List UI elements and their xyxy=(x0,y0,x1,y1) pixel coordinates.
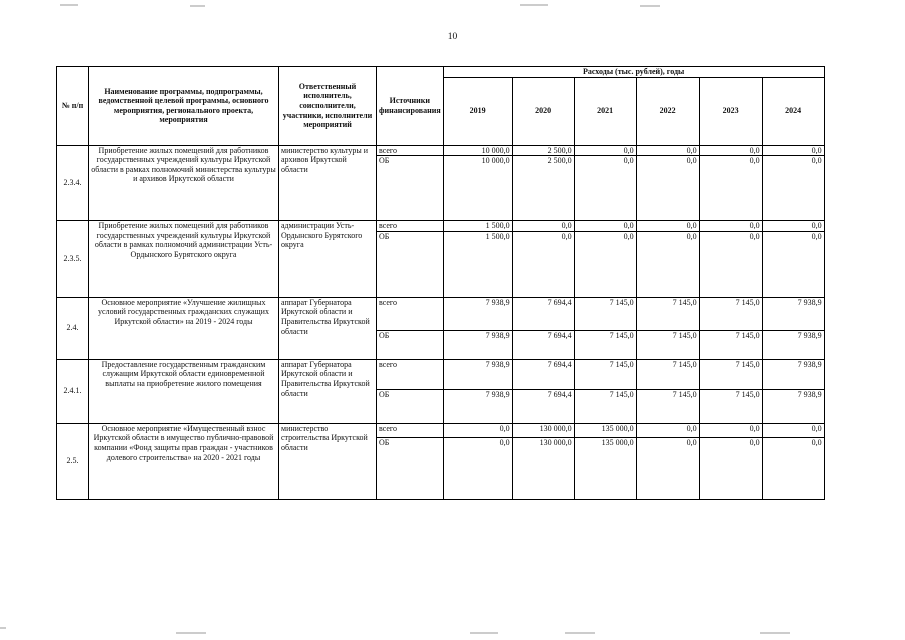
value-cell: 7 694,4 xyxy=(512,330,574,359)
value-cell: 1 500,0 xyxy=(443,221,512,232)
value-cell: 7 938,9 xyxy=(443,389,512,423)
table-row xyxy=(57,221,825,232)
row-number: 2.3.4. xyxy=(57,145,89,221)
row-number: 2.4. xyxy=(57,297,89,359)
value-cell: 7 145,0 xyxy=(699,330,762,359)
source-cell: всего xyxy=(377,297,444,330)
header-year: 2019 xyxy=(443,77,512,145)
value-cell: 0,0 xyxy=(512,221,574,232)
header-year: 2023 xyxy=(699,77,762,145)
value-cell: 135 000,0 xyxy=(574,437,636,499)
header-executor: Ответственный исполнитель, соисполнители, участники, исполнители мероприятий xyxy=(279,67,377,146)
source-cell: всего xyxy=(377,145,444,156)
value-cell: 7 938,9 xyxy=(762,330,824,359)
value-cell: 0,0 xyxy=(699,145,762,156)
value-cell: 0,0 xyxy=(762,145,824,156)
value-cell: 7 938,9 xyxy=(762,297,824,330)
value-cell: 7 145,0 xyxy=(574,389,636,423)
value-cell: 0,0 xyxy=(636,437,699,499)
value-cell: 7 938,9 xyxy=(762,359,824,389)
value-cell: 0,0 xyxy=(762,156,824,221)
value-cell: 0,0 xyxy=(636,231,699,297)
row-executor: администрации Усть-Ордынского Бурятского округа xyxy=(279,221,377,298)
row-executor: аппарат Губернатора Иркутской области и Правительства Иркутской области xyxy=(279,297,377,359)
row-name: Приобретение жилых помещений для работников государственных учреждений культуры Иркутской области в рамках полномочий администрации Усть-Ордынского Бурятского округа xyxy=(89,221,279,298)
value-cell: 135 000,0 xyxy=(574,423,636,437)
value-cell: 0,0 xyxy=(699,437,762,499)
value-cell: 7 694,4 xyxy=(512,359,574,389)
header-year: 2022 xyxy=(636,77,699,145)
value-cell: 7 145,0 xyxy=(574,297,636,330)
table-row xyxy=(57,297,825,330)
value-cell: 10 000,0 xyxy=(443,145,512,156)
table-row xyxy=(57,359,825,389)
value-cell: 7 145,0 xyxy=(636,359,699,389)
value-cell: 0,0 xyxy=(762,231,824,297)
header-number: № п/п xyxy=(57,67,89,146)
value-cell: 0,0 xyxy=(574,231,636,297)
value-cell: 0,0 xyxy=(636,221,699,232)
value-cell: 0,0 xyxy=(636,145,699,156)
source-cell: ОБ xyxy=(377,437,444,499)
value-cell: 7 694,4 xyxy=(512,297,574,330)
row-number: 2.5. xyxy=(57,423,89,499)
expenses-table xyxy=(56,66,825,500)
source-cell: ОБ xyxy=(377,330,444,359)
value-cell: 0,0 xyxy=(699,156,762,221)
value-cell: 7 938,9 xyxy=(443,330,512,359)
row-name: Приобретение жилых помещений для работников государственных учреждений культуры Иркутской области в рамках полномочий министерства культуры и архивов Иркутской области xyxy=(89,145,279,221)
value-cell: 1 500,0 xyxy=(443,231,512,297)
table-row xyxy=(57,145,825,156)
row-name: Основное мероприятие «Улучшение жилищных условий государственных гражданских служащих Иркутской области» на 2019 - 2024 годы xyxy=(89,297,279,359)
header-expenses: Расходы (тыс. рублей), годы xyxy=(443,67,824,78)
source-cell: ОБ xyxy=(377,389,444,423)
value-cell: 7 938,9 xyxy=(762,389,824,423)
value-cell: 0,0 xyxy=(699,423,762,437)
value-cell: 7 145,0 xyxy=(636,389,699,423)
source-cell: всего xyxy=(377,359,444,389)
row-executor: аппарат Губернатора Иркутской области и Правительства Иркутской области xyxy=(279,359,377,423)
row-number: 2.3.5. xyxy=(57,221,89,298)
row-executor: министерство строительства Иркутской области xyxy=(279,423,377,499)
header-name: Наименование программы, подпрограммы, ведомственной целевой программы, основного мероприятия, регионального проекта, мероприятия xyxy=(89,67,279,146)
value-cell: 0,0 xyxy=(762,221,824,232)
source-cell: ОБ xyxy=(377,156,444,221)
source-cell: ОБ xyxy=(377,231,444,297)
value-cell: 7 145,0 xyxy=(574,359,636,389)
value-cell: 0,0 xyxy=(636,423,699,437)
value-cell: 2 500,0 xyxy=(512,156,574,221)
value-cell: 0,0 xyxy=(762,423,824,437)
value-cell: 7 694,4 xyxy=(512,389,574,423)
page-number: 10 xyxy=(447,32,458,42)
row-name: Основное мероприятие «Имущественный взнос Иркутской области в имущество публично-правовой компании «Фонд защиты прав граждан - участников долевого строительства» на 2020 - 2021 годы xyxy=(89,423,279,499)
value-cell: 7 145,0 xyxy=(574,330,636,359)
row-executor: министерство культуры и архивов Иркутской области xyxy=(279,145,377,221)
value-cell: 130 000,0 xyxy=(512,423,574,437)
header-year: 2024 xyxy=(762,77,824,145)
value-cell: 0,0 xyxy=(512,231,574,297)
value-cell: 7 145,0 xyxy=(699,389,762,423)
value-cell: 10 000,0 xyxy=(443,156,512,221)
value-cell: 2 500,0 xyxy=(512,145,574,156)
value-cell: 7 938,9 xyxy=(443,359,512,389)
value-cell: 7 145,0 xyxy=(636,330,699,359)
header-year: 2021 xyxy=(574,77,636,145)
value-cell: 0,0 xyxy=(574,156,636,221)
value-cell: 130 000,0 xyxy=(512,437,574,499)
value-cell: 0,0 xyxy=(443,437,512,499)
value-cell: 7 938,9 xyxy=(443,297,512,330)
value-cell: 0,0 xyxy=(699,231,762,297)
header-year: 2020 xyxy=(512,77,574,145)
source-cell: всего xyxy=(377,221,444,232)
value-cell: 0,0 xyxy=(574,145,636,156)
value-cell: 0,0 xyxy=(574,221,636,232)
source-cell: всего xyxy=(377,423,444,437)
value-cell: 0,0 xyxy=(443,423,512,437)
table-row xyxy=(57,423,825,437)
row-name: Предоставление государственным гражданским служащим Иркутской области единовременной выплаты на приобретение жилого помещения xyxy=(89,359,279,423)
value-cell: 7 145,0 xyxy=(636,297,699,330)
value-cell: 7 145,0 xyxy=(699,359,762,389)
value-cell: 7 145,0 xyxy=(699,297,762,330)
header-source: Источники финансирования xyxy=(377,67,444,146)
value-cell: 0,0 xyxy=(699,221,762,232)
value-cell: 0,0 xyxy=(762,437,824,499)
row-number: 2.4.1. xyxy=(57,359,89,423)
value-cell: 0,0 xyxy=(636,156,699,221)
